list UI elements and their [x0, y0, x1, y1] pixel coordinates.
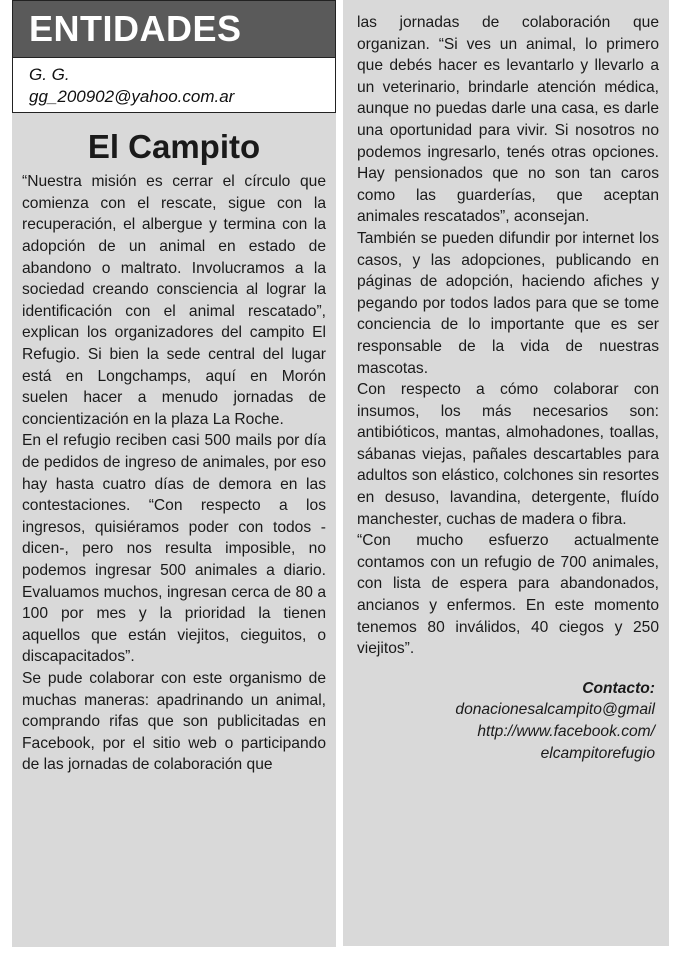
author-box — [12, 58, 336, 113]
contact-handle: elcampitorefugio — [540, 744, 655, 762]
article-paragraph: También se pueden difundir por internet los casos, y las adopciones, publicando en páginas de adopción, haciendo afiches y pegando por todos lados para que se tome conciencia de lo importante que es ser responsable de la vida de nuestras mascotas. — [357, 229, 659, 377]
author-email: gg_200902@yahoo.com.ar — [29, 87, 235, 106]
article-paragraph: Con respecto a cómo colaborar con insumos, los más necesarios son: antibióticos, mantas, almohadones, toallas, sábanas viejas, pañales descartables para adultos son elástico, colchones sin resortes en desuso, lavandina, detergente, fluído manchester, cuchas de madera o fibra. — [357, 381, 659, 528]
left-column — [12, 0, 336, 960]
contact-web: http://www.facebook.com/ — [477, 723, 655, 740]
article-paragraph: “Con mucho esfuerzo actualmente contamos con un refugio de 700 animales, con lista de espera para abandonados, ancianos y enfermos. En este momento tenemos 80 inválidos, 40 ciegos y 250 viejitos”. — [357, 532, 659, 658]
article-paragraph: Se pude colaborar con este organismo de muchas maneras: apadrinando un animal, comprando rifas que son publicitadas en Facebook, por el sitio web o participando de las jornadas de colaboración que — [22, 669, 326, 774]
article-headline: El Campito — [87, 128, 261, 165]
contact-email: donacionesalcampito@gmail — [455, 701, 655, 719]
contact-label: Contacto: — [582, 679, 655, 697]
article-left-body — [12, 113, 336, 947]
right-column — [343, 0, 669, 946]
section-title: ENTIDADES — [12, 0, 336, 58]
author-name: G. G. — [29, 65, 70, 84]
article-right-body — [343, 0, 669, 946]
contact-block — [357, 678, 659, 764]
article-paragraph: “Nuestra misión es cerrar el círculo que comienza con el rescate, sigue con la recuperación, el albergue y termina con la adopción de un animal en estado de abandono o maltrato. Involucramos a la sociedad creando consciencia al lograr la identificación con el animal rescatado”, explican los organizadores del campito El Refugio. Si bien la sede central del lugar está en Longchamps, aquí en Morón suelen hacer a menudo jornadas de concientización en la plaza La Roche. — [22, 173, 326, 428]
article-paragraph: las jornadas de colaboración que organizan. “Si ves un animal, lo primero que debés hacer es levantarlo y llevarlo a un veterinario, brindarle atención médica, aunque no puedas darle una casa, es darle una oportunidad para vivir. Si nosotros no podemos ingresarlo, tenés otras opciones. Hay pensionados que no son tan caros como las guarderías, que aceptan animales rescatados”, aconsejan. — [357, 14, 659, 226]
article-paragraph: En el refugio reciben casi 500 mails por día de pedidos de ingreso de animales, por eso hay hasta cuatro días de demora en las contestaciones. “Con respecto a los ingresos, quisiéramos poder con todos -dicen-, pero nos resulta imposible, no podemos ingresar 500 animales a diario. Evaluamos muchos, ingresan cerca de 80 a 100 por mes y la prioridad la tienen aquellos que están viejitos, cieguitos, o discapacitados”. — [22, 432, 326, 666]
